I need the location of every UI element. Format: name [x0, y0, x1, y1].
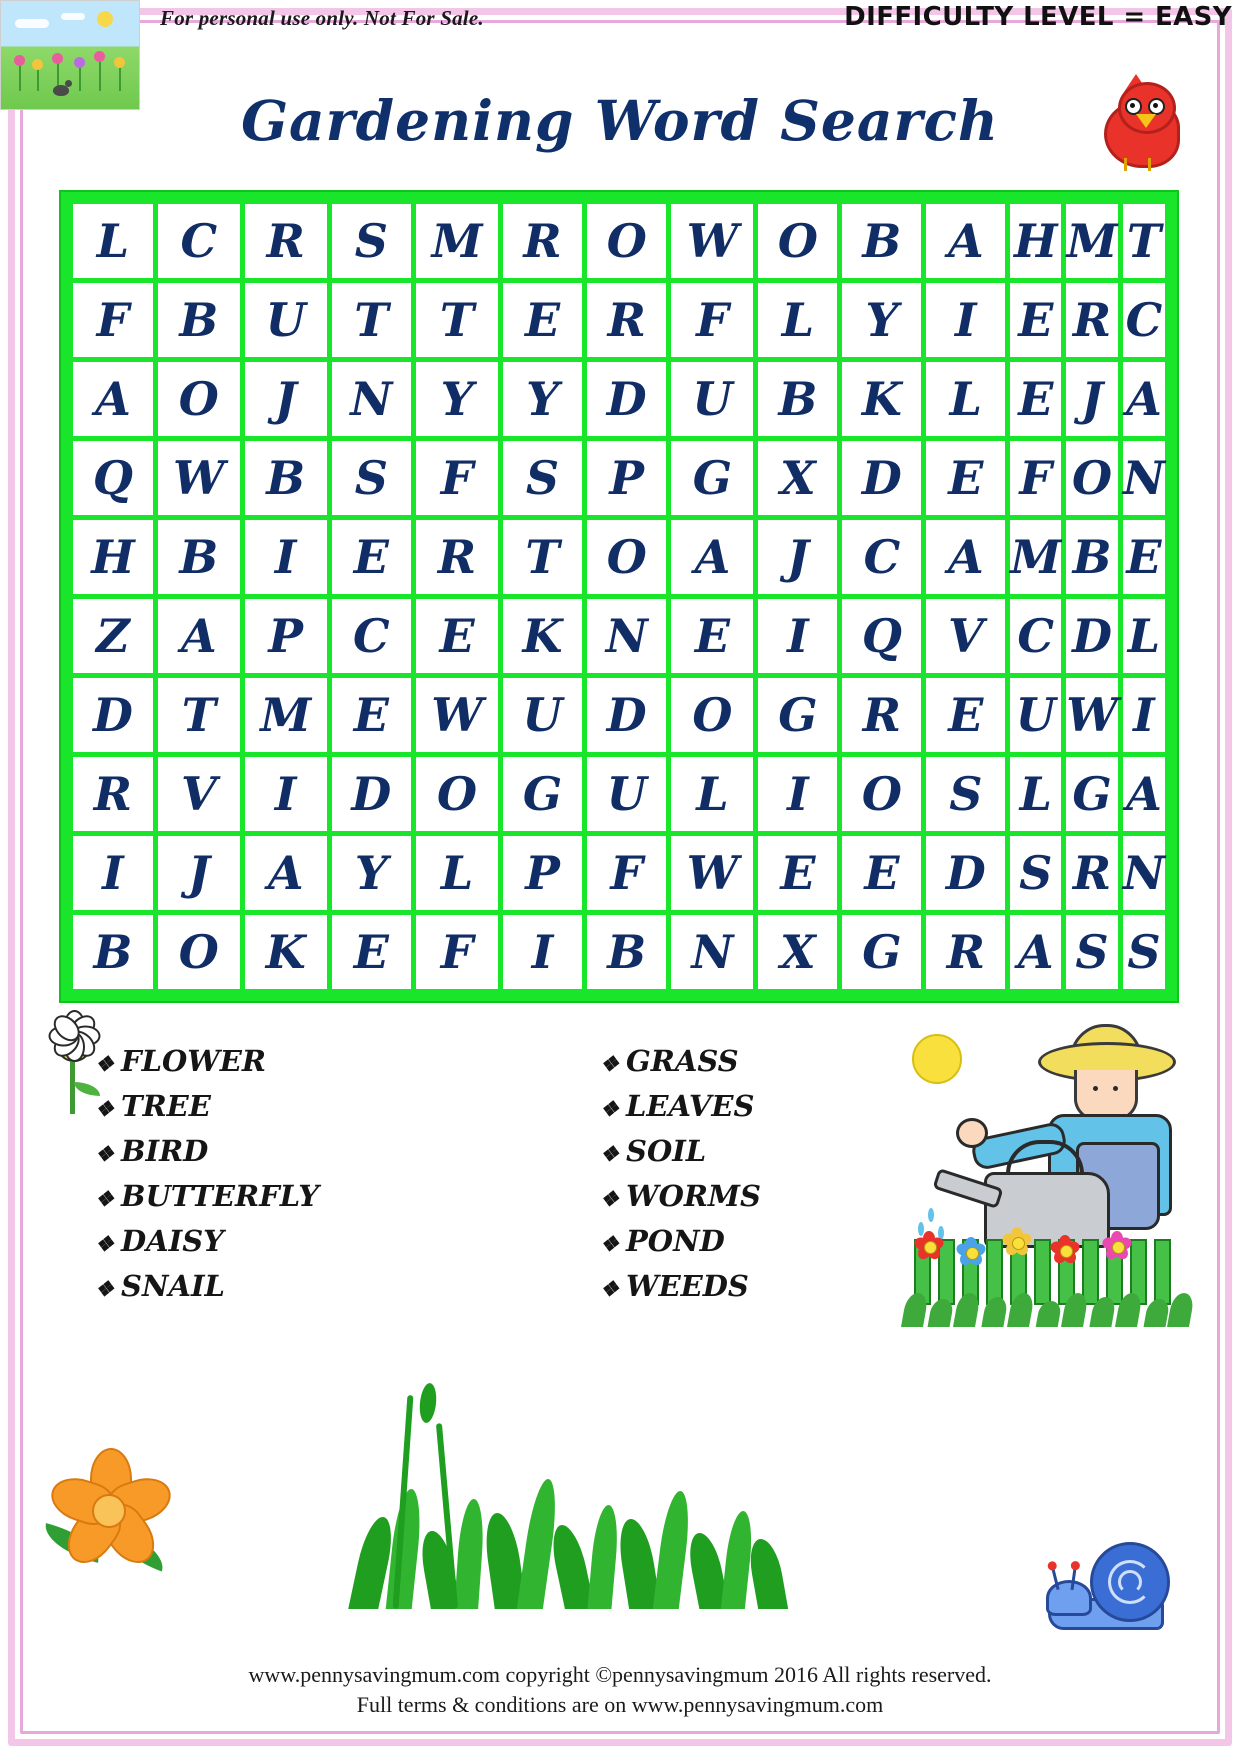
- grid-cell[interactable]: F: [73, 283, 153, 357]
- grid-cell[interactable]: J: [1066, 362, 1118, 436]
- cardinal-bird-icon: [1098, 78, 1188, 174]
- grid-cell[interactable]: M: [245, 678, 327, 752]
- diamond-bullet-icon: ❖: [600, 1231, 619, 1256]
- grid-cell[interactable]: N: [1123, 441, 1165, 515]
- grid-cell[interactable]: O: [158, 362, 240, 436]
- word-label: WEEDS: [626, 1269, 749, 1303]
- grid-cell[interactable]: K: [245, 915, 327, 989]
- grid-cell[interactable]: T: [332, 283, 411, 357]
- grid-cell[interactable]: S: [1066, 915, 1118, 989]
- word-list-column-right: [600, 1040, 761, 1310]
- word-label: BUTTERFLY: [121, 1179, 319, 1213]
- grid-cell[interactable]: I: [758, 757, 837, 831]
- grid-cell[interactable]: H: [1010, 204, 1061, 278]
- grid-row: [73, 520, 1165, 594]
- grid-cell[interactable]: Y: [842, 283, 921, 357]
- word-list-item[interactable]: [600, 1175, 761, 1220]
- word-label: SOIL: [626, 1134, 707, 1168]
- diamond-bullet-icon: ❖: [95, 1096, 114, 1121]
- grid-cell[interactable]: A: [73, 362, 153, 436]
- diamond-bullet-icon: ❖: [95, 1051, 114, 1076]
- grid-cell[interactable]: D: [842, 441, 921, 515]
- grid-cell[interactable]: G: [758, 678, 837, 752]
- grid-cell[interactable]: T: [1123, 204, 1165, 278]
- grid-row: [73, 204, 1165, 278]
- orange-flower-icon: [38, 1444, 178, 1584]
- grid-cell[interactable]: I: [503, 915, 582, 989]
- grid-cell[interactable]: J: [158, 836, 240, 910]
- grid-cell[interactable]: A: [1010, 915, 1061, 989]
- grid-cell[interactable]: Y: [503, 362, 582, 436]
- grid-cell[interactable]: G: [671, 441, 753, 515]
- diamond-bullet-icon: ❖: [95, 1231, 114, 1256]
- grid-cell[interactable]: H: [73, 520, 153, 594]
- word-list-column-left: [95, 1040, 319, 1310]
- grid-cell[interactable]: W: [671, 204, 753, 278]
- word-list-item[interactable]: [95, 1130, 319, 1175]
- grid-cell[interactable]: W: [671, 836, 753, 910]
- grid-row: [73, 836, 1165, 910]
- grid-cell[interactable]: Y: [416, 362, 498, 436]
- diamond-bullet-icon: ❖: [600, 1276, 619, 1301]
- grid-cell[interactable]: W: [1066, 678, 1118, 752]
- grid-cell[interactable]: W: [416, 678, 498, 752]
- grid-cell[interactable]: C: [332, 599, 411, 673]
- grid-cell[interactable]: E: [926, 441, 1005, 515]
- grid-cell[interactable]: I: [73, 836, 153, 910]
- word-label: TREE: [121, 1089, 211, 1123]
- word-list-item[interactable]: [600, 1040, 761, 1085]
- grid-cell[interactable]: B: [758, 362, 837, 436]
- word-list-item[interactable]: [95, 1175, 319, 1220]
- grid-cell[interactable]: B: [158, 520, 240, 594]
- grid-cell[interactable]: R: [1066, 283, 1118, 357]
- grid-cell[interactable]: W: [158, 441, 240, 515]
- diamond-bullet-icon: ❖: [95, 1186, 114, 1211]
- word-list-item[interactable]: [95, 1220, 319, 1265]
- grid-cell[interactable]: T: [416, 283, 498, 357]
- grid-cell[interactable]: A: [926, 204, 1005, 278]
- grid-cell[interactable]: E: [332, 915, 411, 989]
- word-label: GRASS: [626, 1044, 739, 1078]
- grid-cell[interactable]: X: [758, 441, 837, 515]
- grid-cell[interactable]: R: [842, 678, 921, 752]
- grid-cell[interactable]: R: [926, 915, 1005, 989]
- grid-cell[interactable]: C: [842, 520, 921, 594]
- grid-cell[interactable]: U: [671, 362, 753, 436]
- word-search-grid[interactable]: [59, 190, 1179, 1003]
- grid-row: [73, 441, 1165, 515]
- grid-cell[interactable]: L: [671, 757, 753, 831]
- grid-cell[interactable]: N: [671, 915, 753, 989]
- grid-cell[interactable]: S: [332, 441, 411, 515]
- grid-cell[interactable]: O: [671, 678, 753, 752]
- grid-cell[interactable]: E: [1123, 520, 1165, 594]
- word-label: WORMS: [626, 1179, 761, 1213]
- diamond-bullet-icon: ❖: [95, 1276, 114, 1301]
- grid-cell[interactable]: S: [332, 204, 411, 278]
- footer-copyright: [0, 1660, 1240, 1720]
- word-list-item[interactable]: [95, 1265, 319, 1310]
- grid-cell[interactable]: D: [1066, 599, 1118, 673]
- grid-cell[interactable]: J: [245, 362, 327, 436]
- grid-cell[interactable]: O: [1066, 441, 1118, 515]
- grid-cell[interactable]: L: [926, 362, 1005, 436]
- grid-cell[interactable]: E: [758, 836, 837, 910]
- grid-cell[interactable]: A: [245, 836, 327, 910]
- word-list-item[interactable]: [95, 1085, 319, 1130]
- footer-line-2: Full terms & conditions are on www.pennysavingmum.com: [356, 1692, 884, 1717]
- grid-cell[interactable]: U: [245, 283, 327, 357]
- grid-cell[interactable]: B: [587, 915, 666, 989]
- grid-row: [73, 599, 1165, 673]
- grid-cell[interactable]: N: [587, 599, 666, 673]
- word-label: FLOWER: [121, 1044, 267, 1078]
- grid-cell[interactable]: K: [503, 599, 582, 673]
- grid-cell[interactable]: R: [416, 520, 498, 594]
- grid-cell[interactable]: A: [926, 520, 1005, 594]
- word-label: POND: [626, 1224, 725, 1258]
- grid-cell[interactable]: S: [926, 757, 1005, 831]
- grid-cell[interactable]: S: [1010, 836, 1061, 910]
- grid-cell[interactable]: G: [503, 757, 582, 831]
- grid-cell[interactable]: Z: [73, 599, 153, 673]
- grid-cell[interactable]: L: [416, 836, 498, 910]
- grid-cell[interactable]: I: [1123, 678, 1165, 752]
- grass-tuft-illustration: [348, 1359, 788, 1609]
- grid-cell[interactable]: I: [245, 520, 327, 594]
- grid-cell[interactable]: R: [503, 204, 582, 278]
- word-label: LEAVES: [626, 1089, 755, 1123]
- grid-cell[interactable]: M: [1066, 204, 1118, 278]
- grid-row: [73, 757, 1165, 831]
- word-label: DAISY: [121, 1224, 224, 1258]
- grid-cell[interactable]: K: [842, 362, 921, 436]
- grid-cell[interactable]: P: [587, 441, 666, 515]
- grid-cell[interactable]: V: [926, 599, 1005, 673]
- grid-cell[interactable]: E: [503, 283, 582, 357]
- grid-cell[interactable]: I: [245, 757, 327, 831]
- grid-cell[interactable]: B: [245, 441, 327, 515]
- grid-cell[interactable]: O: [587, 520, 666, 594]
- grid-cell[interactable]: E: [332, 520, 411, 594]
- grid-cell[interactable]: L: [1010, 757, 1061, 831]
- grid-cell[interactable]: G: [842, 915, 921, 989]
- grid-row: [73, 678, 1165, 752]
- grid-cell[interactable]: B: [73, 915, 153, 989]
- grid-cell[interactable]: U: [1010, 678, 1061, 752]
- grid-row: [73, 283, 1165, 357]
- grid-cell[interactable]: U: [503, 678, 582, 752]
- grid-cell[interactable]: I: [758, 599, 837, 673]
- grid-cell[interactable]: E: [1010, 283, 1061, 357]
- word-list-item[interactable]: [600, 1085, 761, 1130]
- footer-line-1: www.pennysavingmum.com copyright ©pennysavingmum 2016 All rights reserved.: [248, 1662, 992, 1687]
- grid-cell[interactable]: V: [158, 757, 240, 831]
- grid-cell[interactable]: U: [587, 757, 666, 831]
- personal-use-notice: For personal use only. Not For Sale.: [160, 6, 484, 30]
- grid-cell[interactable]: D: [73, 678, 153, 752]
- grid-cell[interactable]: F: [416, 441, 498, 515]
- grid-cell[interactable]: Y: [332, 836, 411, 910]
- grid-cell[interactable]: N: [332, 362, 411, 436]
- grid-cell[interactable]: D: [587, 678, 666, 752]
- word-label: SNAIL: [121, 1269, 225, 1303]
- grid-cell[interactable]: F: [671, 283, 753, 357]
- diamond-bullet-icon: ❖: [600, 1096, 619, 1121]
- grid-cell[interactable]: A: [671, 520, 753, 594]
- grid-cell[interactable]: E: [416, 599, 498, 673]
- grid-cell[interactable]: C: [158, 204, 240, 278]
- grid-cell[interactable]: F: [416, 915, 498, 989]
- grid-cell[interactable]: L: [758, 283, 837, 357]
- grid-cell[interactable]: R: [245, 204, 327, 278]
- grid-cell[interactable]: M: [1010, 520, 1061, 594]
- grid-cell[interactable]: O: [842, 757, 921, 831]
- grid-cell[interactable]: B: [1066, 520, 1118, 594]
- grid-cell[interactable]: R: [587, 283, 666, 357]
- grid-cell[interactable]: L: [1123, 599, 1165, 673]
- grid-cell[interactable]: L: [73, 204, 153, 278]
- grid-cell[interactable]: E: [842, 836, 921, 910]
- grid-cell[interactable]: D: [926, 836, 1005, 910]
- grid-cell[interactable]: Q: [842, 599, 921, 673]
- word-list-item[interactable]: [600, 1220, 761, 1265]
- grid-row: [73, 915, 1165, 989]
- grid-cell[interactable]: T: [503, 520, 582, 594]
- grid-cell[interactable]: P: [245, 599, 327, 673]
- page-title: Gardening Word Search: [241, 88, 999, 153]
- difficulty-level-label: DIFFICULTY LEVEL = EASY: [844, 2, 1232, 32]
- grid-cell[interactable]: A: [1123, 757, 1165, 831]
- word-list-item[interactable]: [600, 1265, 761, 1310]
- grid-cell[interactable]: G: [1066, 757, 1118, 831]
- grid-cell[interactable]: O: [416, 757, 498, 831]
- grid-cell[interactable]: A: [1123, 362, 1165, 436]
- grid-cell[interactable]: E: [926, 678, 1005, 752]
- grid-cell[interactable]: N: [1123, 836, 1165, 910]
- grid-cell[interactable]: D: [587, 362, 666, 436]
- grid-cell[interactable]: O: [758, 204, 837, 278]
- grid-cell[interactable]: M: [416, 204, 498, 278]
- diamond-bullet-icon: ❖: [600, 1051, 619, 1076]
- grid-cell[interactable]: E: [1010, 362, 1061, 436]
- grid-row: [73, 362, 1165, 436]
- grid-cell[interactable]: S: [503, 441, 582, 515]
- snail-icon: [1046, 1536, 1174, 1636]
- grid-cell[interactable]: I: [926, 283, 1005, 357]
- grid-cell[interactable]: A: [158, 599, 240, 673]
- grid-cell[interactable]: R: [1066, 836, 1118, 910]
- grid-cell[interactable]: S: [1123, 915, 1165, 989]
- grid-cell[interactable]: T: [158, 678, 240, 752]
- grid-cell[interactable]: B: [842, 204, 921, 278]
- word-label: BIRD: [121, 1134, 209, 1168]
- grid-cell[interactable]: P: [503, 836, 582, 910]
- diamond-bullet-icon: ❖: [95, 1141, 114, 1166]
- grid-cell[interactable]: E: [671, 599, 753, 673]
- grid-cell[interactable]: F: [587, 836, 666, 910]
- grid-cell[interactable]: O: [587, 204, 666, 278]
- grid-cell[interactable]: O: [158, 915, 240, 989]
- gardener-watering-illustration: [898, 1022, 1198, 1327]
- grid-cell[interactable]: F: [1010, 441, 1061, 515]
- diamond-bullet-icon: ❖: [600, 1141, 619, 1166]
- grid-cell[interactable]: D: [332, 757, 411, 831]
- grid-cell[interactable]: C: [1123, 283, 1165, 357]
- grid-cell[interactable]: B: [158, 283, 240, 357]
- grid-cell[interactable]: C: [1010, 599, 1061, 673]
- grid-cell[interactable]: E: [332, 678, 411, 752]
- grid-cell[interactable]: X: [758, 915, 837, 989]
- grid-cell[interactable]: J: [758, 520, 837, 594]
- word-list-item[interactable]: [95, 1040, 319, 1085]
- diamond-bullet-icon: ❖: [600, 1186, 619, 1211]
- word-list-item[interactable]: [600, 1130, 761, 1175]
- grid-cell[interactable]: Q: [73, 441, 153, 515]
- grid-cell[interactable]: R: [73, 757, 153, 831]
